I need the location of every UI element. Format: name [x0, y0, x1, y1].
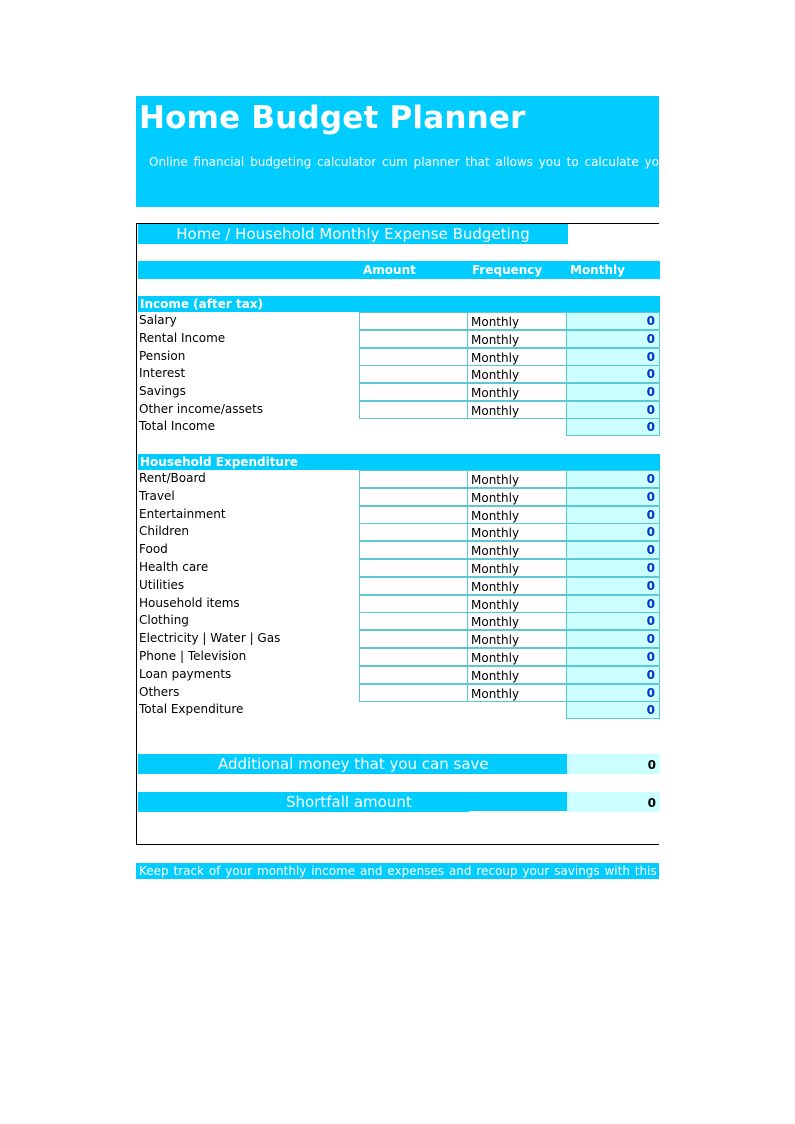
expense-monthly-value: 0 — [567, 630, 660, 648]
expense-amount-input[interactable] — [359, 541, 468, 559]
expense-row — [137, 541, 660, 559]
header-banner — [136, 96, 704, 207]
expense-label: Clothing — [139, 613, 189, 628]
income-monthly-value: 0 — [567, 383, 660, 401]
expense-row — [137, 684, 660, 702]
expense-row — [137, 648, 660, 666]
expense-frequency-select[interactable]: Monthly — [468, 648, 567, 666]
shortfall-label: Shortfall amount — [286, 793, 412, 811]
expense-label: Household items — [139, 595, 240, 610]
savings-value: 0 — [567, 754, 660, 774]
total-income-row — [137, 418, 660, 436]
expense-monthly-value: 0 — [567, 541, 660, 559]
income-amount-input[interactable] — [359, 330, 468, 348]
income-frequency-select[interactable]: Monthly — [468, 348, 567, 366]
expense-frequency-select[interactable]: Monthly — [468, 684, 567, 702]
income-amount-input[interactable] — [359, 401, 468, 419]
footer-note — [136, 863, 699, 879]
income-frequency-select[interactable]: Monthly — [468, 401, 567, 419]
expense-monthly-value: 0 — [567, 666, 660, 684]
income-monthly-value: 0 — [567, 348, 660, 366]
expense-row — [137, 488, 660, 506]
shortfall-value: 0 — [567, 792, 660, 812]
expense-frequency-select[interactable]: Monthly — [468, 577, 567, 595]
expense-row — [137, 470, 660, 488]
income-section-heading: Income (after tax) — [138, 296, 660, 312]
expense-row — [137, 559, 660, 577]
footer-emphasis: home — [661, 864, 699, 878]
income-label: Salary — [139, 313, 177, 327]
expense-amount-input[interactable] — [359, 648, 468, 666]
income-frequency-select[interactable]: Monthly — [468, 312, 567, 330]
expense-amount-input[interactable] — [359, 559, 468, 577]
column-header-row — [138, 261, 660, 279]
expense-row — [137, 577, 660, 595]
expense-label: Loan payments — [139, 666, 232, 681]
expense-frequency-select[interactable]: Monthly — [468, 523, 567, 541]
income-row — [137, 401, 660, 419]
budget-sheet — [136, 223, 659, 845]
expense-label: Children — [139, 524, 189, 539]
expense-monthly-value: 0 — [567, 488, 660, 506]
expense-frequency-select[interactable]: Monthly — [468, 612, 567, 630]
expense-amount-input[interactable] — [359, 506, 468, 524]
total-income-value: 0 — [566, 418, 660, 436]
expense-amount-input[interactable] — [359, 612, 468, 630]
income-row — [137, 365, 660, 383]
income-row — [137, 383, 660, 401]
expense-row — [137, 506, 660, 524]
expense-label: Health care — [139, 560, 209, 574]
expense-frequency-select[interactable]: Monthly — [468, 470, 567, 488]
income-label: Other income/assets — [139, 402, 264, 416]
expense-row — [137, 612, 660, 630]
total-expenditure-label: Total Expenditure — [139, 702, 244, 716]
sheet-title: Home / Household Monthly Expense Budgeting — [138, 224, 568, 244]
income-monthly-value: 0 — [567, 312, 660, 330]
expense-monthly-value: 0 — [567, 470, 660, 488]
income-frequency-select[interactable]: Monthly — [468, 365, 567, 383]
expense-label: Phone | Television — [139, 649, 247, 663]
expense-monthly-value: 0 — [567, 577, 660, 595]
expense-frequency-select[interactable]: Monthly — [468, 559, 567, 577]
income-amount-input[interactable] — [359, 348, 468, 366]
expense-frequency-select[interactable]: Monthly — [468, 595, 567, 613]
expense-frequency-select[interactable]: Monthly — [468, 506, 567, 524]
expense-frequency-select[interactable]: Monthly — [468, 666, 567, 684]
expense-frequency-select[interactable]: Monthly — [468, 488, 567, 506]
income-amount-input[interactable] — [359, 383, 468, 401]
expense-monthly-value: 0 — [567, 523, 660, 541]
page-title: Home Budget Planner — [139, 100, 526, 136]
expense-monthly-value: 0 — [567, 559, 660, 577]
expense-row — [137, 523, 660, 541]
expenditure-section-heading: Household Expenditure — [138, 454, 660, 470]
income-monthly-value: 0 — [567, 365, 660, 383]
expense-label: Rent/Board — [139, 471, 206, 485]
expense-monthly-value: 0 — [567, 684, 660, 702]
expense-amount-input[interactable] — [359, 630, 468, 648]
expense-monthly-value: 0 — [567, 612, 660, 630]
footer-text: Keep track of your monthly income and expenses and recoup your savings with this — [139, 864, 662, 878]
total-expenditure-value: 0 — [566, 701, 660, 719]
total-expenditure-row — [137, 701, 660, 719]
expense-label: Others — [139, 684, 180, 699]
income-row — [137, 312, 660, 330]
income-monthly-value: 0 — [567, 401, 660, 419]
expense-amount-input[interactable] — [359, 577, 468, 595]
income-amount-input[interactable] — [359, 312, 468, 330]
shortfall-label-bar — [138, 792, 568, 812]
income-frequency-select[interactable]: Monthly — [468, 383, 567, 401]
expense-amount-input[interactable] — [359, 666, 468, 684]
income-row — [137, 348, 660, 366]
expense-amount-input[interactable] — [359, 488, 468, 506]
total-income-label: Total Income — [139, 419, 215, 433]
expense-label: Utilities — [139, 577, 185, 592]
expense-amount-input[interactable] — [359, 595, 468, 613]
income-label: Rental Income — [139, 330, 226, 345]
page-subtitle: Online financial budgeting calculator cum planner that allows you to calculate your mon — [149, 155, 704, 169]
income-label: Savings — [139, 384, 186, 399]
shortfall-divider — [469, 811, 568, 812]
income-label: Pension — [139, 348, 186, 363]
income-row — [137, 330, 660, 348]
column-header-frequency: Frequency — [472, 263, 543, 277]
expense-frequency-select[interactable]: Monthly — [468, 630, 567, 648]
expense-label: Entertainment — [139, 506, 226, 521]
income-amount-input[interactable] — [359, 365, 468, 383]
expense-row — [137, 666, 660, 684]
expense-label: Food — [139, 542, 168, 557]
expense-amount-input[interactable] — [359, 523, 468, 541]
expense-row — [137, 630, 660, 648]
expense-amount-input[interactable] — [359, 684, 468, 702]
savings-label: Additional money that you can save — [218, 755, 489, 773]
expense-label: Travel — [139, 488, 175, 503]
income-frequency-select[interactable]: Monthly — [468, 330, 567, 348]
column-header-monthly: Monthly — [570, 263, 625, 277]
income-label: Interest — [139, 366, 186, 381]
expense-monthly-value: 0 — [567, 595, 660, 613]
expense-label: Electricity | Water | Gas — [139, 631, 281, 646]
expense-row — [137, 595, 660, 613]
expense-frequency-select[interactable]: Monthly — [468, 541, 567, 559]
expense-monthly-value: 0 — [567, 506, 660, 524]
savings-label-bar — [138, 754, 568, 774]
income-monthly-value: 0 — [567, 330, 660, 348]
expense-monthly-value: 0 — [567, 648, 660, 666]
column-header-amount: Amount — [363, 263, 416, 277]
expense-amount-input[interactable] — [359, 470, 468, 488]
